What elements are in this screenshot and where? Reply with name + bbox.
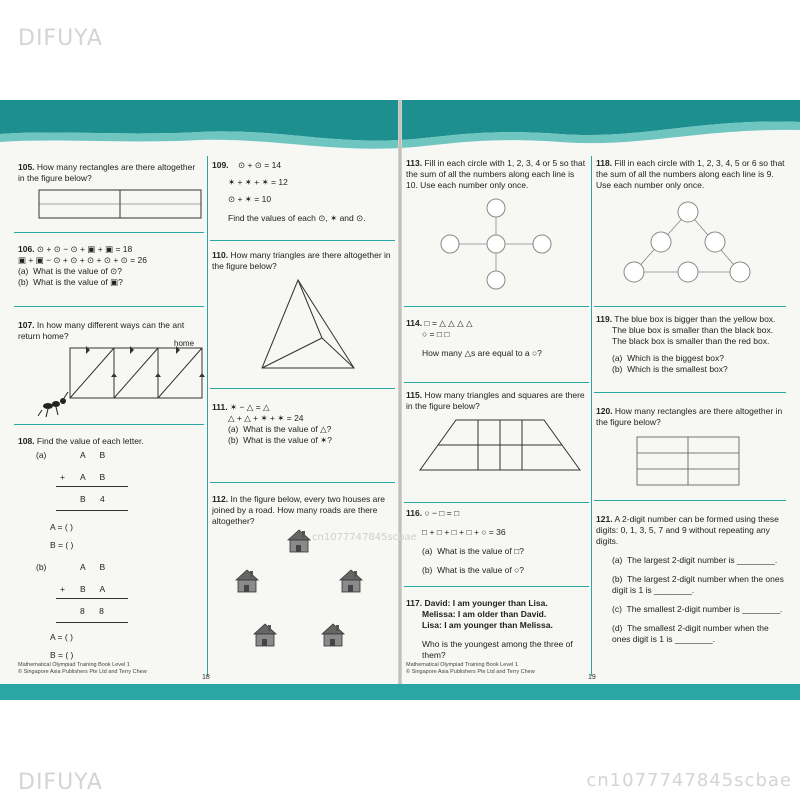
- problem-text: How many rectangles are there altogether in the figure below?: [18, 162, 196, 183]
- problem-111: [212, 402, 394, 446]
- plus-sign: +: [60, 584, 65, 594]
- statement-line: The blue box is smaller than the black box.: [612, 325, 774, 335]
- problem-text: A 2-digit number can be formed using these digits: 0, 1, 3, 5, 7 and 9 without repeating any digits.: [596, 514, 779, 546]
- sub-question: What is the value of △?: [243, 424, 332, 434]
- blank-circle[interactable]: [705, 232, 725, 252]
- page-number-left: 18: [202, 674, 210, 681]
- sub-label: (b): [612, 574, 623, 584]
- equation-line: ○ − □ = □: [424, 508, 460, 518]
- problem-number: 118.: [596, 158, 613, 168]
- separator: [404, 586, 589, 587]
- rectangles-figure-105: [38, 189, 202, 221]
- sum-line: [56, 598, 128, 599]
- problem-114: [406, 318, 588, 359]
- sub-question: The largest 2-digit number is ________.: [626, 555, 778, 565]
- problem-text: How many rectangles are there altogether in the figure below?: [596, 406, 783, 427]
- sub-question: The smallest 2-digit number is ________.: [626, 604, 783, 614]
- watermark-brand-top: DIFUYA: [18, 26, 103, 51]
- problem-107: [18, 320, 204, 342]
- sub-label: (b): [422, 565, 433, 575]
- sum-line: [56, 510, 128, 511]
- equation-line: △ + △ + ✶ + ✶ = 24: [228, 413, 304, 423]
- sub-question: What is the value of ▣?: [33, 277, 123, 287]
- blank-circle[interactable]: [678, 262, 698, 282]
- problem-116: [406, 508, 588, 576]
- separator: [210, 240, 395, 241]
- triangles-figure-110: [260, 278, 356, 374]
- page-number-right: 19: [588, 674, 596, 681]
- sum-line: [56, 622, 128, 623]
- separator: [404, 306, 589, 307]
- problem-number: 108.: [18, 436, 35, 446]
- blank-circle[interactable]: [651, 232, 671, 252]
- sum-line: [56, 486, 128, 487]
- house-icon: [254, 624, 276, 646]
- sub-label: (a): [612, 353, 623, 363]
- blank-circle[interactable]: [678, 202, 698, 222]
- problem-text: How many triangles are there altogether in the figure below?: [212, 250, 391, 271]
- sub-label: (d): [612, 623, 623, 633]
- sub-question: What is the value of ○?: [437, 565, 524, 575]
- problem-number: 116.: [406, 508, 423, 518]
- blank-circle[interactable]: [441, 235, 459, 253]
- blank-circle[interactable]: [624, 262, 644, 282]
- blank-circle[interactable]: [487, 235, 505, 253]
- problem-120: [596, 406, 786, 428]
- blank-circle[interactable]: [487, 199, 505, 217]
- problem-number: 105.: [18, 162, 35, 172]
- statement-line: David: I am younger than Lisa.: [424, 598, 548, 608]
- problem-number: 107.: [18, 320, 35, 330]
- problem-number: 109.: [212, 160, 229, 170]
- separator: [14, 424, 204, 425]
- problem-118: [596, 158, 786, 191]
- ant-icon: [38, 392, 68, 417]
- blank-circle[interactable]: [487, 271, 505, 289]
- trapezoid-figure-115: [416, 418, 584, 474]
- footer-copyright: © Singapore Asia Publishers Pte Ltd and Terry Chew: [406, 669, 535, 675]
- addition-row: A B: [80, 472, 106, 482]
- sub-label: (c): [612, 604, 622, 614]
- problem-number: 114.: [406, 318, 423, 328]
- problem-119: [596, 314, 786, 375]
- sum-row: B 4: [80, 494, 105, 504]
- bottom-band: [0, 680, 800, 700]
- separator: [594, 500, 786, 501]
- right-column-divider: [591, 156, 592, 676]
- problem-121: [596, 514, 786, 645]
- problem-117: [406, 598, 588, 661]
- circle-triangle-figure-118: [622, 200, 752, 290]
- watermark-code-middle: cn1077747845scbae: [312, 532, 417, 543]
- houses-figure-112: [228, 528, 368, 658]
- separator: [14, 232, 204, 233]
- problem-112: [212, 494, 394, 527]
- circle-cross-figure-113: [436, 196, 556, 296]
- problem-number: 120.: [596, 406, 613, 416]
- problem-text: Find the value of each letter.: [36, 436, 144, 446]
- sub-label: (b): [36, 562, 47, 572]
- sub-label: (a): [422, 546, 433, 556]
- equation-line: □ + □ + □ + □ + ○ = 36: [422, 527, 506, 537]
- home-label: home: [174, 340, 195, 348]
- problem-text: Fill in each circle with 1, 2, 3, 4, 5 or 6 so that the sum of all the numbers along each line is 9. Use each number only once.: [596, 158, 785, 190]
- book-gutter: [398, 100, 402, 700]
- separator: [404, 382, 589, 383]
- addition-row: A B: [80, 450, 106, 460]
- sub-label: (a): [36, 450, 47, 460]
- problem-number: 110.: [212, 250, 229, 260]
- problem-text: In the figure below, every two houses are joined by a road. How many roads are there altogether?: [212, 494, 385, 526]
- house-icon: [288, 530, 310, 552]
- problem-text: Fill in each circle with 1, 2, 3, 4 or 5 so that the sum of all the numbers along each line is 10. Use each number only once.: [406, 158, 586, 190]
- rectangles-grid-figure-120: [636, 436, 740, 488]
- separator: [404, 502, 589, 503]
- separator: [210, 388, 395, 389]
- blank-circle[interactable]: [730, 262, 750, 282]
- sub-label: (a): [612, 555, 623, 565]
- sub-label: (b): [228, 435, 239, 445]
- sub-question: Which is the smallest box?: [627, 364, 728, 374]
- statement-line: Melissa: I am older than David.: [422, 609, 547, 619]
- problem-text: In how many different ways can the ant return home?: [18, 320, 185, 341]
- equation-line: ⊙ + ✶ = 10: [228, 194, 272, 204]
- watermark-brand-bottom: DIFUYA: [18, 770, 103, 795]
- answer-line: A = ( ): [50, 632, 73, 642]
- problem-number: 121.: [596, 514, 613, 524]
- footer-title: Mathematical Olympiad Training Book Level 1: [18, 662, 130, 668]
- addition-row: A B: [80, 562, 106, 572]
- statement-line: The blue box is bigger than the yellow box.: [614, 314, 776, 324]
- watermark-code-bottom: cn1077747845scbae: [586, 770, 792, 791]
- sub-label: (b): [18, 277, 29, 287]
- plus-sign: +: [60, 472, 65, 482]
- equation-line: ⊙ + ⊙ − ⊙ + ▣ + ▣ = 18: [36, 244, 133, 254]
- separator: [594, 392, 786, 393]
- equation-line: ⊙ + ⊙ = 14: [238, 160, 282, 170]
- problem-number: 106.: [18, 244, 35, 254]
- equation-line: ▣ + ▣ − ⊙ + ⊙ + ⊙ + ⊙ + ⊙ = 26: [18, 255, 147, 265]
- sum-row: 8 8: [80, 606, 104, 616]
- footer-copyright: © Singapore Asia Publishers Pte Ltd and Terry Chew: [18, 669, 147, 675]
- footer-title: Mathematical Olympiad Training Book Level 1: [406, 662, 518, 668]
- sub-label: (b): [612, 364, 623, 374]
- equation-line: ✶ − △ = △: [229, 402, 270, 412]
- problem-number: 117.: [406, 598, 423, 608]
- equation-line: ✶ + ✶ + ✶ = 12: [228, 177, 288, 187]
- sub-question: What is the value of □?: [437, 546, 524, 556]
- blank-circle[interactable]: [533, 235, 551, 253]
- house-icon: [236, 570, 258, 592]
- sub-label: (a): [18, 266, 29, 276]
- problem-text: How many △s are equal to a ○?: [422, 348, 542, 358]
- sub-question: The smallest 2-digit number when the ones digit is 1 is ________.: [612, 623, 769, 644]
- separator: [14, 306, 204, 307]
- sub-question: What is the value of ✶?: [243, 435, 332, 445]
- footer-right: [406, 662, 535, 676]
- problem-number: 111.: [212, 402, 228, 412]
- problem-number: 115.: [406, 390, 423, 400]
- equation-line: □ = △ △ △ △: [424, 318, 473, 328]
- problem-115: [406, 390, 588, 412]
- separator: [594, 306, 786, 307]
- left-column-divider: [207, 156, 208, 676]
- problem-text: Find the values of each ⊙, ✶ and ⊙.: [228, 213, 366, 223]
- problem-number: 113.: [406, 158, 423, 168]
- problem-text: Who is the youngest among the three of them?: [422, 639, 573, 660]
- problem-108: [18, 436, 204, 447]
- ant-route-figure-107: [30, 340, 205, 420]
- sub-question: What is the value of ⊙?: [33, 266, 122, 276]
- problem-105: [18, 162, 204, 184]
- house-icon: [322, 624, 344, 646]
- open-workbook: [0, 100, 800, 700]
- house-icon: [340, 570, 362, 592]
- answer-line: B = ( ): [50, 540, 74, 550]
- footer-left: [18, 662, 147, 676]
- problem-number: 112.: [212, 494, 229, 504]
- statement-line: The black box is smaller than the red box.: [612, 336, 770, 346]
- problem-110: [212, 250, 394, 272]
- equation-line: ○ = □ □: [422, 329, 450, 339]
- sub-question: Which is the biggest box?: [627, 353, 724, 363]
- separator: [210, 482, 395, 483]
- problem-113: [406, 158, 588, 191]
- answer-line: B = ( ): [50, 650, 74, 660]
- problem-text: How many triangles and squares are there in the figure below?: [406, 390, 585, 411]
- problem-106: [18, 244, 204, 288]
- problem-109: [212, 160, 394, 224]
- sub-question: The largest 2-digit number when the ones digit is 1 is ________.: [612, 574, 784, 595]
- statement-line: Lisa: I am younger than Melissa.: [422, 620, 553, 630]
- problem-number: 119.: [596, 314, 613, 324]
- sub-label: (a): [228, 424, 239, 434]
- addition-row: B A: [80, 584, 106, 594]
- answer-line: A = ( ): [50, 522, 73, 532]
